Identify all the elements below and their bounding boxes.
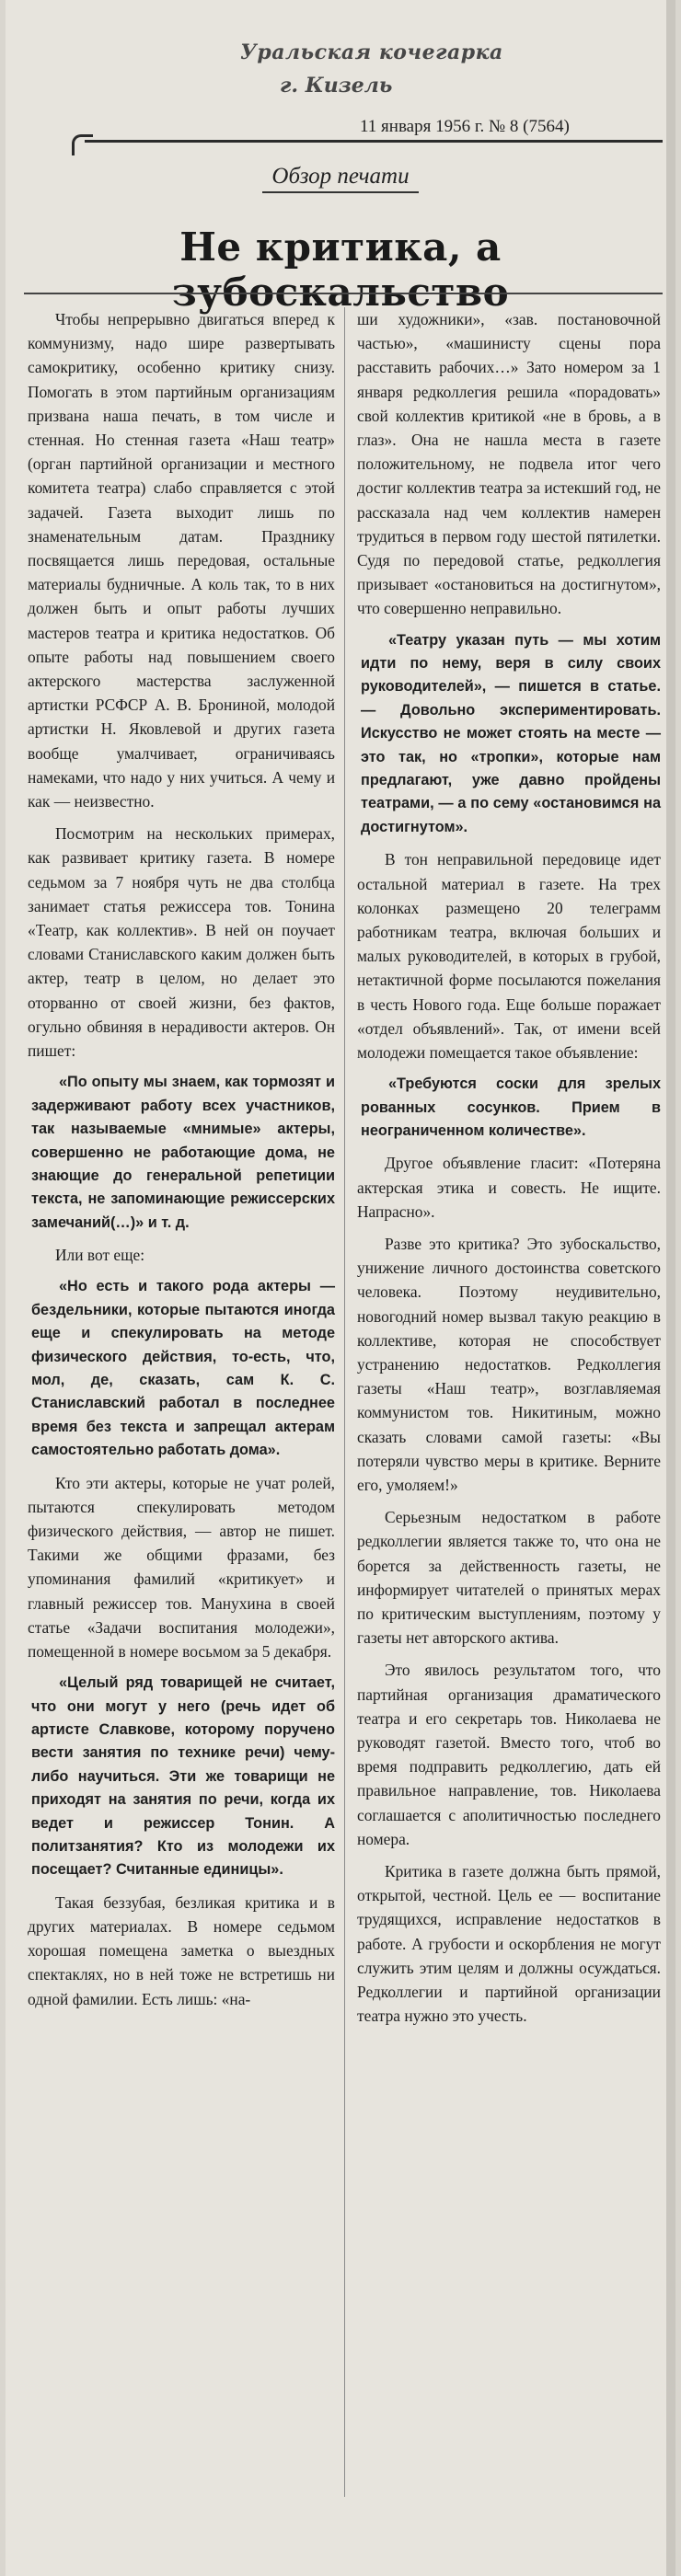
issue-date: 11 января 1956 г. № 8 (7564) xyxy=(360,117,570,136)
paragraph: Другое объявление гласит: «Потеряна актерская этика и совесть. Не ищите. Напрасно». xyxy=(357,1154,661,1221)
page-edge xyxy=(666,0,675,2576)
quote-paragraph: «Театру указан путь — мы хотим идти по нему, веря в силу своих руководителей», — пишется в статье. — Довольно экспериментировать. Искусство не может стоять на месте — это так, но «тропки», которые нам предлагают, уже давно пройдены театрами, — а по сему «остановимся на достигнутом». xyxy=(361,631,661,835)
paragraph: Посмотрим на нескольких примерах, как развивает критику газета. В номере седьмом за 7 ноября чуть не два столбца занимает статья режиссера тов. Тонина «Театр, как коллектив». В ней он поучает словами Станиславского каким должен быть актер, театр в целом, но делает это оторванно от своей жизни, без фактов, огульно обвиняя в нерадивости актеров. Он пишет: xyxy=(28,824,335,1061)
headline-rule xyxy=(24,293,663,294)
article-headline: Не критика, а зубоскальство xyxy=(171,224,510,315)
left-column xyxy=(28,307,335,2019)
paragraph: В тон неправильной передовице идет остальной материал в газете. На трех колонках размещено 20 телеграмм работникам театра, включая больших и малых руководителей, в которых в грубой, нетактичной форме посылаются пожелания в честь Нового года. Еще больше поражает «отдел объявлений». Так, от имени всей молодежи помещается такое объявление: xyxy=(357,850,661,1062)
paragraph: Или вот еще: xyxy=(55,1246,145,1265)
rule-hook xyxy=(72,134,93,155)
publication-stamp-city: г. Кизель xyxy=(280,74,393,98)
quote-paragraph: «Требуются соски для зрелых рованных сосунков. Прием в неограниченном количестве». xyxy=(361,1075,661,1139)
paragraph: ши художники», «зав. постановочной частью», «машинисту сцены пора расставить рабочих…» Зато номером за 1 января редколлегия решила «порадовать» свой коллектив критикой «не в бровь, а в глаз». Она не нашла места в газете положительному, не подвела итог чего достиг коллектив театра за истекший год, не рассказала над чем коллектив намерен трудиться в первом году шестой пятилетки. Судя по передовой статье, редколлегия призывает «остановиться на достигнутом», что совершенно неправильно. xyxy=(357,310,661,618)
column-divider xyxy=(344,307,345,2497)
section-label: Обзор печати xyxy=(262,164,418,193)
quote-paragraph: «Целый ряд товарищей не считает, что они могут у него (речь идет об артисте Славкове, которому поручено вести занятия по технике речи) чему-либо научиться. Эти же товарищи не приходят на занятия по речи, когда их ведет и режиссер Тонин. А политзанятия? Кто из молодежи их посещает? Считанные единицы». xyxy=(31,1674,335,1879)
quote-paragraph: «По опыту мы знаем, как тормозят и задерживают работу всех участников, так называемые «мнимые» актеры, совершенно не работающие дома, не знающие до генеральной репетиции текста, не запоминающие режиссерских замечаний(…)» и т. д. xyxy=(31,1074,335,1231)
section-header xyxy=(6,164,675,193)
paragraph: Разве это критика? Это зубоскальство, унижение личного достоинства советского человека. Поэтому неудивительно, новогодний номер вызвал такую реакцию в коллективе, которая не способствует устранению недостатков. Редколлегия газеты «Наш театр», возглавляемая коммунистом тов. Никитиным, можно сказать словами самой газеты: «Вы потеряли чувство меры в критике. Верните его, умоляем!» xyxy=(357,1234,661,1494)
masthead xyxy=(6,0,675,156)
paragraph: Такая беззубая, безликая критика и в других материалах. В номере седьмом хорошая помещена заметка о выездных спектаклях, но в ней тоже не встретишь ни одной фамилии. Есть лишь: «на- xyxy=(28,1892,335,2008)
paragraph: Чтобы непрерывно двигаться вперед к коммунизму, надо шире развертывать самокритику, особенно критику снизу. Помогать в этом партийным организациям призвана наша печать, в том числе и стенная. Но стенная газета «Наш театр» (орган партийной организации и местного комитета театра) слабо справляется с этой задачей. Газета выходит лишь по знаменательным датам. Празднику посвящается лишь передовая, остальные материалы будничные. А коль так, то в них должен быть и опыт работы лучших мастеров театра и критика недостатков. Об опыте работы над повышением своего актерского мастерства заслуженной артистки РСФСР А. В. Брониной, молодой артистки Н. Яковлевой и других газета вообще умалчивает, ограничиваясь намеками, что надо у них учиться. А чему и как — неизвестно. xyxy=(28,310,335,811)
top-rule xyxy=(85,140,663,143)
paragraph: Кто эти актеры, которые не учат ролей, пытаются спекулировать методом физического действия, — автор не пишет. Такими же общими фразами, без упоминания фамилий «критикует» и главный режиссер тов. Манухина в своей статье «Задачи воспитания молодежи», помещенной в номере восьмом за 5 декабря. xyxy=(28,1473,335,1662)
right-column xyxy=(357,307,661,2036)
paragraph: Это явилось результатом того, что партийная организация драматического театра и его секретарь тов. Николаева не руководят газетой. Вместо того, чтоб во время подправить редколлегию, дать ей правильное направление, тов. Николаева соглашается с аполитичностью последнего номера. xyxy=(357,1661,661,1848)
publication-stamp-name: Уральская кочегарка xyxy=(240,40,503,64)
quote-paragraph: «Но есть и такого рода актеры — бездельники, которые пытаются иногда еще и спекулировать на методе физического действия, то-есть, что, мол, де, сказать, сам К. С. Станиславский работал в последнее время без текста и запрещал актерам самостоятельно работать дома». xyxy=(31,1278,335,1459)
newspaper-page xyxy=(6,0,675,2576)
paragraph: Критика в газете должна быть прямой, открытой, честной. Цель ее — воспитание трудящихся, исправление недостатков в работе. А грубости и оскорбления не могут служить этим целям и должны осуждаться. Редколлегии и партийной организации театра нужно это учесть. xyxy=(357,1862,661,2026)
paragraph: Серьезным недостатком в работе редколлегии является также то, что она не борется за действенность газеты, не информирует читателей о принятых мерах по критическим выступлениям, поэтому у газеты нет авторского актива. xyxy=(357,1508,661,1648)
